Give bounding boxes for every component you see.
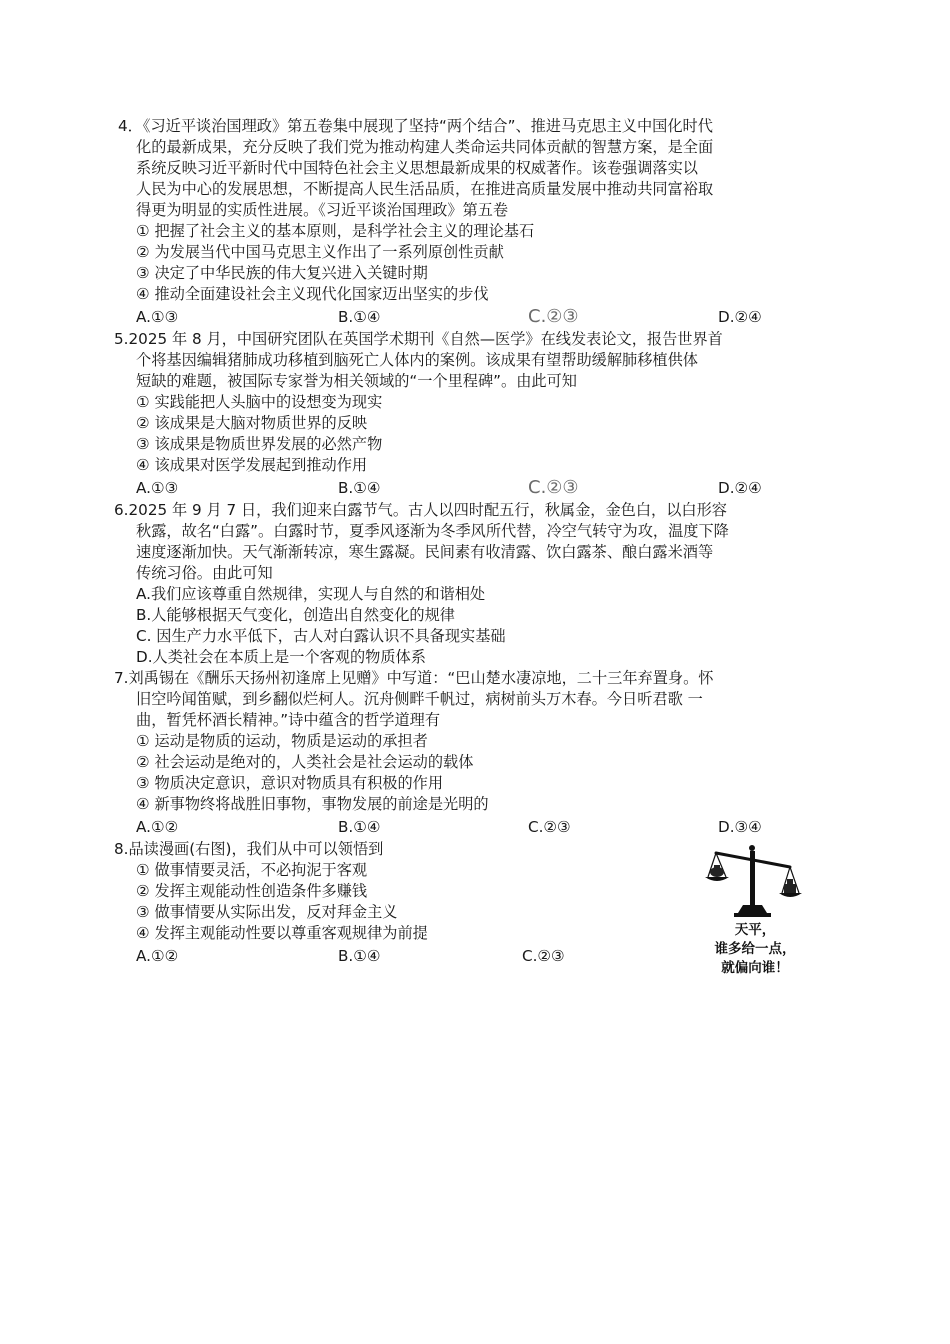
question-stem-line: 系统反映习近平新时代中国特色社会主义思想最新成果的权威著作。该卷强调落实以 xyxy=(136,159,698,177)
statement-option: ① 实践能把人头脑中的设想变为现实 xyxy=(136,393,383,411)
choice-a[interactable]: A.我们应该尊重自然规律，实现人与自然的和谐相处 xyxy=(136,585,486,603)
question-7 xyxy=(114,668,834,839)
statement-option: ④ 新事物终将战胜旧事物，事物发展的前途是光明的 xyxy=(136,795,489,813)
statement-option: ④ 推动全面建设社会主义现代化国家迈出坚实的步伐 xyxy=(136,285,489,303)
choice-c[interactable]: C. 因生产力水平低下，古人对白露认识不具备现实基础 xyxy=(136,627,506,645)
question-list xyxy=(114,116,834,968)
statement-option: ① 做事情要灵活，不必拘泥于客观 xyxy=(136,861,368,879)
cartoon-caption-line: 就偏向谁！ xyxy=(721,960,789,976)
statement-option: ① 运动是物质的运动，物质是运动的承担者 xyxy=(136,732,428,750)
question-stem-line: 速度逐渐加快。天气渐渐转凉，寒生露凝。民间素有收清露、饮白露茶、酿白露米酒等 xyxy=(136,543,714,561)
question-stem-line: 7.刘禹锡在《酬乐天扬州初逢席上见赠》中写道：“巴山楚水凄凉地，二十三年弃置身。怀 xyxy=(114,669,714,687)
question-stem-line: 短缺的难题，被国际专家誉为相关领域的“一个里程碑”。由此可知 xyxy=(136,372,577,390)
choice-b[interactable]: B.①④ xyxy=(338,818,381,836)
question-stem-line: 化的最新成果，充分反映了我们党为推动构建人类命运共同体贡献的智慧方案，是全面 xyxy=(136,138,714,156)
cartoon-caption-line: 谁多给一点， xyxy=(714,941,796,957)
statement-option: ③ 该成果是物质世界发展的必然产物 xyxy=(136,435,383,453)
question-6 xyxy=(114,500,834,668)
choice-d[interactable]: D.②④ xyxy=(718,308,762,326)
balance-scale-icon xyxy=(700,843,810,923)
balance-cartoon xyxy=(700,843,810,978)
choice-b[interactable]: B.①④ xyxy=(338,308,381,326)
question-4 xyxy=(114,116,834,329)
choice-b[interactable]: B.人能够根据天气变化，创造出自然变化的规律 xyxy=(136,606,455,624)
choice-b[interactable]: B.①④ xyxy=(338,479,381,497)
statement-option: ② 发挥主观能动性创造条件多赚钱 xyxy=(136,882,368,900)
choice-d[interactable]: D.②④ xyxy=(718,479,762,497)
statement-option: ④ 该成果对医学发展起到推动作用 xyxy=(136,456,368,474)
statement-option: ② 为发展当代中国马克思主义作出了一系列原创性贡献 xyxy=(136,243,504,261)
choice-a[interactable]: A.①② xyxy=(136,947,179,965)
answer-choices xyxy=(114,305,834,329)
statement-option: ② 社会运动是绝对的，人类社会是社会运动的载体 xyxy=(136,753,474,771)
statement-option: ① 把握了社会主义的基本原则，是科学社会主义的理论基石 xyxy=(136,222,535,240)
question-stem-line: 个将基因编辑猪肺成功移植到脑死亡人体内的案例。该成果有望帮助缓解肺移植供体 xyxy=(136,351,698,369)
choice-c[interactable]: C.②③ xyxy=(528,306,579,327)
choice-b[interactable]: B.①④ xyxy=(338,947,381,965)
choice-c[interactable]: C.②③ xyxy=(528,818,571,836)
statement-option: ③ 决定了中华民族的伟大复兴进入关键时期 xyxy=(136,264,428,282)
question-stem-line: 5.2025 年 8 月，中国研究团队在英国学术期刊《自然—医学》在线发表论文，报告世界首 xyxy=(114,330,723,348)
choice-a[interactable]: A.①② xyxy=(136,818,179,836)
question-stem-line: 人民为中心的发展思想，不断提高人民生活品质，在推进高质量发展中推动共同富裕取 xyxy=(136,180,714,198)
statement-option: ② 该成果是大脑对物质世界的反映 xyxy=(136,414,368,432)
choice-c[interactable]: C.②③ xyxy=(528,477,579,498)
question-stem-line: 6.2025 年 9 月 7 日，我们迎来白露节气。古人以四时配五行，秋属金，金色白，以白形容 xyxy=(114,501,727,519)
question-stem-line: 秋露，故名“白露”。白露时节，夏季风逐渐为冬季风所代替，冷空气转守为攻，温度下降 xyxy=(136,522,729,540)
choice-a[interactable]: A.①③ xyxy=(136,479,179,497)
statement-option: ③ 做事情要从实际出发，反对拜金主义 xyxy=(136,903,398,921)
statement-option: ④ 发挥主观能动性要以尊重客观规律为前提 xyxy=(136,924,428,942)
question-stem-line: 4．《习近平谈治国理政》第五卷集中展现了坚持“两个结合”、推进马克思主义中国化时代 xyxy=(118,117,713,135)
statement-option: ③ 物质决定意识，意识对物质具有积极的作用 xyxy=(136,774,444,792)
question-stem-line: 曲，暂凭杯酒长精神。”诗中蕴含的哲学道理有 xyxy=(136,711,441,729)
question-stem-line: 传统习俗。由此可知 xyxy=(136,564,273,582)
question-stem-line: 8.品读漫画(右图)，我们从中可以领悟到 xyxy=(114,840,384,858)
choice-d[interactable]: D.③④ xyxy=(718,818,762,836)
question-5 xyxy=(114,329,834,500)
cartoon-caption-line: 天平， xyxy=(734,922,776,938)
question-stem-line: 得更为明显的实质性进展。《习近平谈治国理政》第五卷 xyxy=(136,201,509,219)
choice-d[interactable]: D.人类社会在本质上是一个客观的物质体系 xyxy=(136,648,426,666)
question-stem-line: 旧空吟闻笛赋，到乡翻似烂柯人。沉舟侧畔千帆过，病树前头万木春。今日听君歌 一 xyxy=(136,690,703,708)
answer-choices xyxy=(114,815,834,839)
choice-a[interactable]: A.①③ xyxy=(136,308,179,326)
choice-c[interactable]: C.②③ xyxy=(522,947,565,965)
answer-choices xyxy=(114,476,834,500)
